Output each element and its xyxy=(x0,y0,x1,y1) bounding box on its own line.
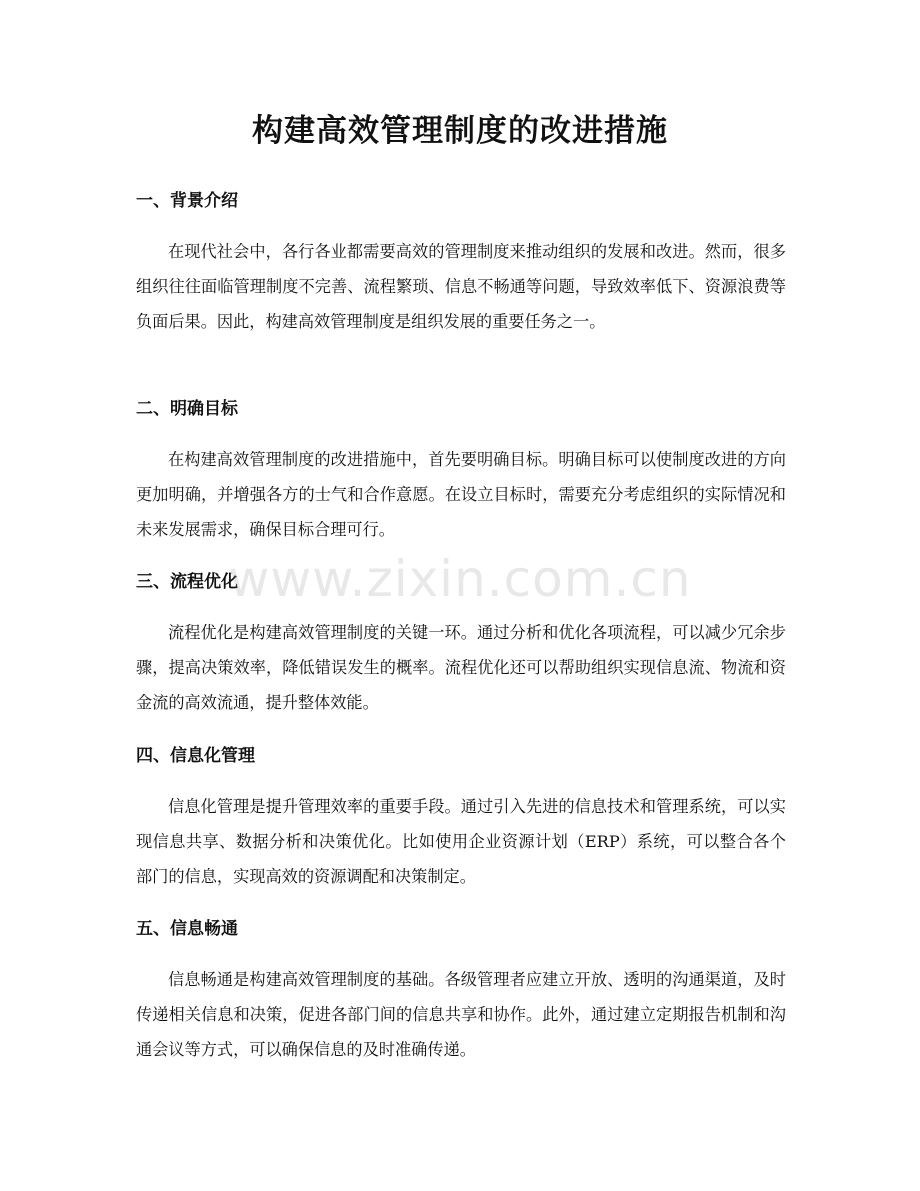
section-paragraph: 在构建高效管理制度的改进措施中，首先要明确目标。明确目标可以使制度改进的方向更加明确，并增强各方的士气和合作意愿。在设立目标时，需要充分考虑组织的实际情况和未来发展需求，确保目标合理可行。 xyxy=(136,450,786,539)
section-heading: 一、背景介绍 xyxy=(136,191,238,211)
section-heading: 四、信息化管理 xyxy=(136,746,255,766)
section-background xyxy=(136,189,786,339)
watermark: www.zixin.com.cn xyxy=(228,550,692,608)
section-clear-goals xyxy=(136,397,786,547)
section-paragraph: 流程优化是构建高效管理制度的关键一环。通过分析和优化各项流程，可以减少冗余步骤，提高决策效率，降低错误发生的概率。流程优化还可以帮助组织实现信息流、物流和资金流的高效流通，提升整体效能。 xyxy=(136,623,786,712)
section-heading: 五、信息畅通 xyxy=(136,919,238,939)
section-paragraph: 在现代社会中，各行各业都需要高效的管理制度来推动组织的发展和改进。然而，很多组织往往面临管理制度不完善、流程繁琐、信息不畅通等问题，导致效率低下、资源浪费等负面后果。因此，构建高效管理制度是组织发展的重要任务之一。 xyxy=(136,242,786,331)
section-information-management xyxy=(136,744,786,894)
section-information-flow xyxy=(136,917,786,1067)
section-process-optimization xyxy=(136,570,786,720)
section-paragraph: 信息化管理是提升管理效率的重要手段。通过引入先进的信息技术和管理系统，可以实现信息共享、数据分析和决策优化。比如使用企业资源计划（ERP）系统，可以整合各个部门的信息，实现高效的资源调配和决策制定。 xyxy=(136,797,786,886)
section-paragraph: 信息畅通是构建高效管理制度的基础。各级管理者应建立开放、透明的沟通渠道，及时传递相关信息和决策，促进各部门间的信息共享和协作。此外，通过建立定期报告机制和沟通会议等方式，可以确保信息的及时准确传递。 xyxy=(136,970,786,1059)
document-title: 构建高效管理制度的改进措施 xyxy=(252,113,668,149)
section-heading: 三、流程优化 xyxy=(136,572,238,592)
section-heading: 二、明确目标 xyxy=(136,399,238,419)
